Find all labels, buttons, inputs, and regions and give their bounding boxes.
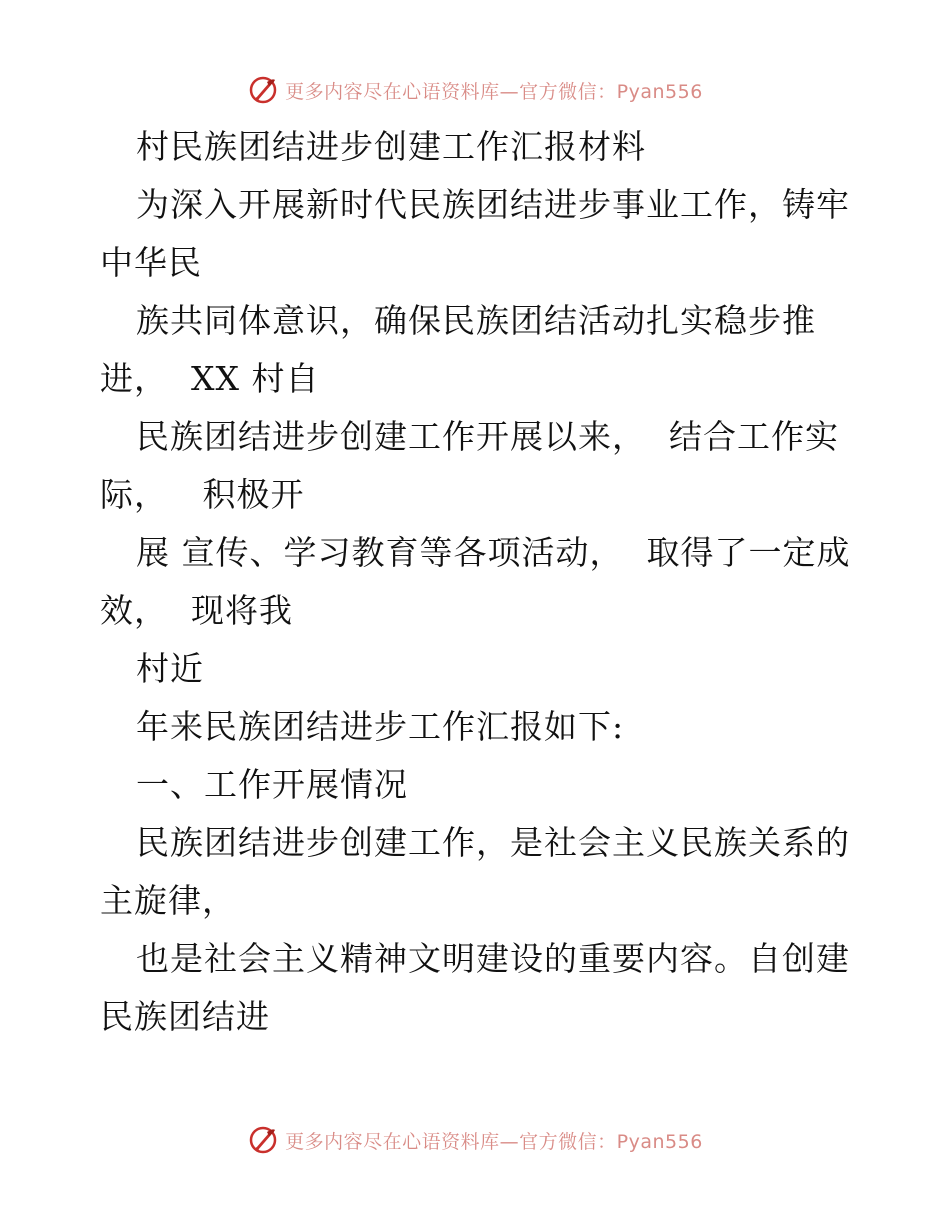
document-line: 效， 现将我 [100, 591, 293, 630]
quill-pen-logo-icon [247, 1124, 279, 1156]
document-line: 年来民族团结进步工作汇报如下: [136, 707, 625, 746]
document-line: 民族团结进步创建工作，是社会主义民族关系的 [136, 823, 850, 862]
footer-banner [0, 1120, 950, 1160]
document-line: 际， 积极开 [100, 475, 305, 514]
document-line: 为深入开展新时代民族团结进步事业工作，铸牢 [136, 185, 850, 224]
header-banner [0, 70, 950, 110]
document-line: 中华民 [100, 243, 202, 282]
document-body [100, 118, 860, 1046]
document-line: 民族团结进步创建工作开展以来， 结合工作实 [136, 417, 839, 456]
document-line: 民族团结进 [100, 997, 270, 1036]
document-line: 村近 [136, 649, 204, 688]
document-line: 进， XX 村自 [100, 359, 320, 398]
document-line: 一、工作开展情况 [136, 765, 408, 804]
document-line: 主旋律， [100, 881, 236, 920]
document-line: 村民族团结进步创建工作汇报材料 [136, 127, 646, 166]
document-line: 族共同体意识，确保民族团结活动扎实稳步推 [136, 301, 816, 340]
quill-pen-logo-icon [247, 74, 279, 106]
footer-banner-text: 更多内容尽在心语资料库—官方微信：Pyan556 [285, 1130, 703, 1153]
document-line: 展 宣传、学习教育等各项活动， 取得了一定成 [136, 533, 851, 572]
document-line: 也是社会主义精神文明建设的重要内容。自创建 [136, 939, 850, 978]
header-banner-text: 更多内容尽在心语资料库—官方微信：Pyan556 [285, 80, 703, 103]
